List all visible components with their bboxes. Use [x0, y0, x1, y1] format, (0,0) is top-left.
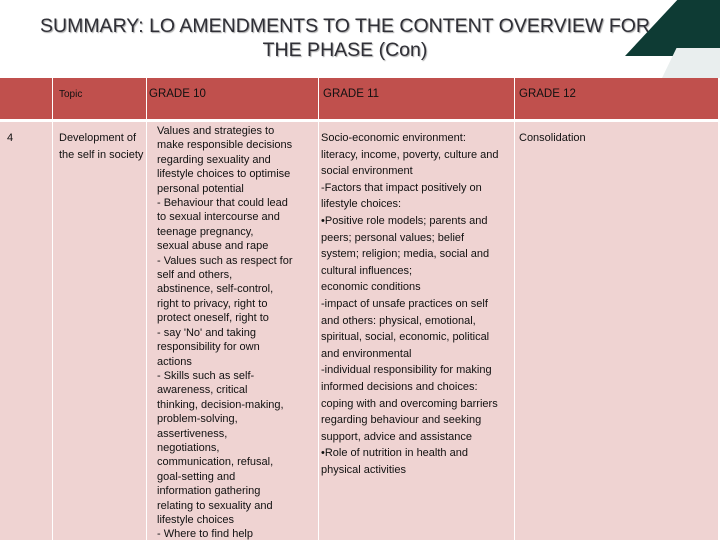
- header-grade-12: GRADE 12: [519, 88, 576, 100]
- slide-title: [0, 14, 690, 62]
- header-grade-10: GRADE 10: [149, 88, 206, 100]
- header-topic: Topic: [59, 89, 83, 100]
- slide-title-line-1: SUMMARY: LO AMENDMENTS TO THE CONTENT OVERVIEW FOR: [39, 15, 650, 37]
- slide-title-line-2: THE PHASE (Con): [262, 39, 428, 61]
- row-grade-11: Socio-economic environment: literacy, income, poverty, culture and social environment -Factors that impact positively on lifestyle choices: •Positive role models; parents and peers; personal values; belief system; religion; media, social and cultural influences; economic conditions -impact of unsafe practices on self and others: physical, emotional, spiritual, social, economic, political and environmental -individual responsibility for making informed decisions and choices: coping with and overcoming barriers regarding behaviour and seeking support, advice and assistance •Role of nutrition in health and physical activities: [321, 132, 499, 476]
- column-divider: [318, 122, 319, 540]
- row-topic: Development of the self in society: [59, 132, 144, 161]
- row-grade-10: Values and strategies to make responsible decisions regarding sexuality and lifestyle choices to optimise personal potential - Behaviour that could lead to sexual intercourse and teenage pregnancy, sexual abuse and rape - Values such as respect for self and others, abstinence, self-control, right to privacy, right to protect oneself, right to - say 'No' and taking responsibility for own actions - Skills such as self- awareness, critical thinking, decision-making, problem-solving, assertiveness, negotiations, communication, refusal, goal-setting and information gathering relating to sexuality and lifestyle choices - Where to find help: [157, 125, 293, 541]
- header-grade-11: GRADE 11: [323, 88, 380, 100]
- row-number: 4: [7, 132, 14, 144]
- column-divider: [514, 78, 515, 119]
- row-grade-12: Consolidation: [519, 132, 586, 144]
- content-table: [0, 78, 718, 540]
- table-row: [0, 122, 718, 540]
- table-header-row: [0, 78, 718, 122]
- column-divider: [52, 122, 53, 540]
- column-divider: [52, 78, 53, 119]
- column-divider: [146, 122, 147, 540]
- column-divider: [318, 78, 319, 119]
- column-divider: [146, 78, 147, 119]
